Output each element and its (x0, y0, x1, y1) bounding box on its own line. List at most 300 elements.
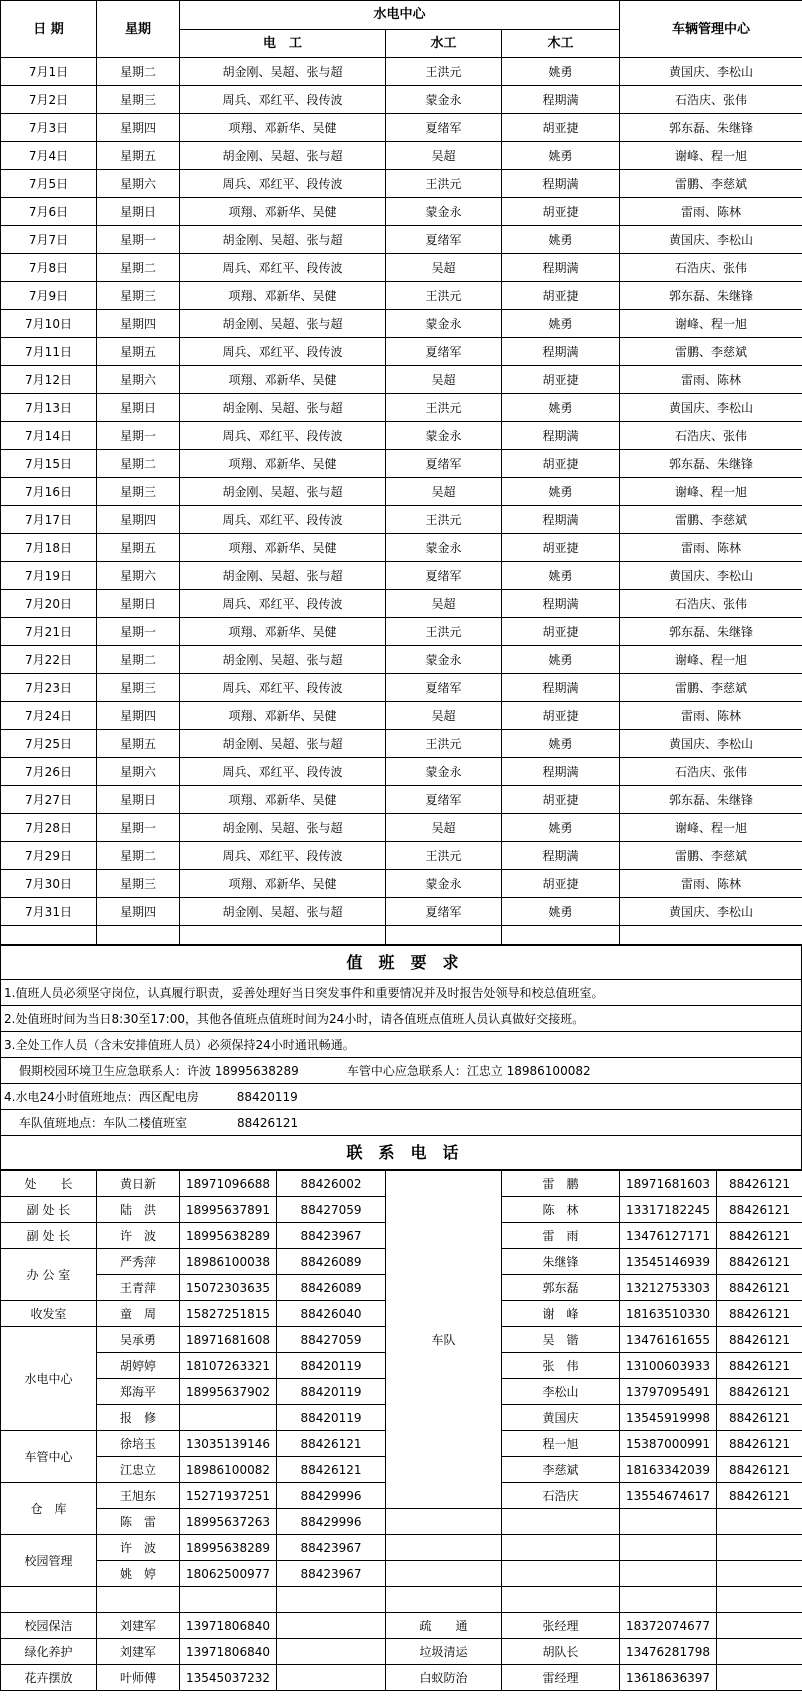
contact-phone-cell: 88420119 (277, 1405, 386, 1431)
fleet-mobile-cell: 13797095491 (620, 1379, 717, 1405)
electrician-cell: 项翔、邓新华、吴健 (180, 366, 386, 394)
contact-mobile-cell (180, 1405, 277, 1431)
duty-row (1, 590, 802, 618)
vehicle-duty-cell: 黄国庆、李松山 (620, 562, 802, 590)
department-cell: 车管中心 (1, 1431, 97, 1483)
blank-cell (717, 1587, 802, 1613)
contact-mobile-cell: 18107263321 (180, 1353, 277, 1379)
requirement-item: 2.处值班时间为当日8:30至17:00，其他各值班点值班时间为24小时，请各值班点值班人员认真做好交接班。 (1, 1006, 802, 1032)
service-name-cell: 叶师傅 (97, 1665, 180, 1691)
vehicle-duty-cell: 谢峰、程一旭 (620, 646, 802, 674)
fleet-mobile-cell: 13212753303 (620, 1275, 717, 1301)
plumber-cell: 蒙金永 (386, 758, 502, 786)
duty-row (1, 114, 802, 142)
date-cell: 7月27日 (1, 786, 97, 814)
service-contact-mobile-cell: 13618636397 (620, 1665, 717, 1691)
vehicle-duty-cell: 雷雨、陈林 (620, 534, 802, 562)
blank-cell (386, 1535, 502, 1561)
fleet-mobile-cell: 13476127171 (620, 1223, 717, 1249)
electrician-cell: 周兵、邓红平、段传波 (180, 590, 386, 618)
contact-name-cell: 陆 洪 (97, 1197, 180, 1223)
carpenter-cell: 姚勇 (502, 58, 620, 86)
duty-row (1, 506, 802, 534)
carpenter-cell: 胡亚捷 (502, 786, 620, 814)
contact-phone-cell: 88420119 (277, 1353, 386, 1379)
weekday-cell: 星期一 (97, 814, 180, 842)
duty-row (1, 58, 802, 86)
contact-phone-cell: 88426089 (277, 1249, 386, 1275)
department-cell: 副 处 长 (1, 1223, 97, 1249)
date-cell: 7月3日 (1, 114, 97, 142)
weekday-cell: 星期三 (97, 478, 180, 506)
vehicle-duty-cell: 黄国庆、李松山 (620, 898, 802, 926)
duty-row (1, 702, 802, 730)
date-cell: 7月2日 (1, 86, 97, 114)
duty-row (1, 254, 802, 282)
blank-cell (502, 1535, 620, 1561)
blank-cell (717, 1613, 802, 1639)
electrician-cell: 胡金刚、吴超、张与超 (180, 730, 386, 758)
carpenter-cell: 程期满 (502, 758, 620, 786)
requirements-title: 值 班 要 求 (1, 946, 802, 980)
blank-cell (386, 926, 502, 945)
fleet-name-cell: 陈 林 (502, 1197, 620, 1223)
electrician-cell: 胡金刚、吴超、张与超 (180, 898, 386, 926)
blank-cell (277, 1613, 386, 1639)
weekday-cell: 星期四 (97, 310, 180, 338)
electrician-header: 电 工 (180, 29, 386, 58)
utility-center-header: 水电中心 (180, 1, 620, 30)
fleet-name-cell: 张 伟 (502, 1353, 620, 1379)
fleet-mobile-cell: 13317182245 (620, 1197, 717, 1223)
contact-name-cell: 黄日新 (97, 1171, 180, 1197)
contact-name-cell: 吴承勇 (97, 1327, 180, 1353)
fleet-name-cell: 郭东磊 (502, 1275, 620, 1301)
blank-cell (620, 1535, 717, 1561)
plumber-cell: 王洪元 (386, 58, 502, 86)
date-cell: 7月17日 (1, 506, 97, 534)
fleet-phone-cell: 88426121 (717, 1249, 802, 1275)
electrician-cell: 胡金刚、吴超、张与超 (180, 142, 386, 170)
vehicle-duty-cell: 黄国庆、李松山 (620, 394, 802, 422)
contact-name-cell: 郑海平 (97, 1379, 180, 1405)
fleet-phone-cell: 88426121 (717, 1301, 802, 1327)
blank-cell (180, 1587, 277, 1613)
duty-row (1, 842, 802, 870)
weekday-cell: 星期二 (97, 254, 180, 282)
blank-cell (717, 1509, 802, 1535)
weekday-cell: 星期六 (97, 366, 180, 394)
plumber-cell: 蒙金永 (386, 534, 502, 562)
duty-row (1, 282, 802, 310)
blank-cell (502, 1509, 620, 1535)
vehicle-duty-cell: 雷鹏、李慈斌 (620, 338, 802, 366)
vehicle-duty-cell: 雷雨、陈林 (620, 870, 802, 898)
contact-phone-cell: 88426040 (277, 1301, 386, 1327)
weekday-cell: 星期六 (97, 758, 180, 786)
vehicle-duty-cell: 石浩庆、张伟 (620, 422, 802, 450)
plumber-cell: 王洪元 (386, 618, 502, 646)
fleet-mobile-cell: 13476161655 (620, 1327, 717, 1353)
contact-mobile-cell: 15827251815 (180, 1301, 277, 1327)
carpenter-cell: 胡亚捷 (502, 282, 620, 310)
service-type-cell: 垃圾清运 (386, 1639, 502, 1665)
electrician-cell: 项翔、邓新华、吴健 (180, 702, 386, 730)
duty-row (1, 394, 802, 422)
weekday-cell: 星期四 (97, 114, 180, 142)
carpenter-cell: 程期满 (502, 506, 620, 534)
plumber-cell: 夏绪军 (386, 114, 502, 142)
fleet-name-cell: 吴 锴 (502, 1327, 620, 1353)
blank-cell (502, 1561, 620, 1587)
date-cell: 7月30日 (1, 870, 97, 898)
duty-row (1, 758, 802, 786)
date-cell: 7月20日 (1, 590, 97, 618)
weekday-cell: 星期日 (97, 590, 180, 618)
plumber-cell: 蒙金永 (386, 646, 502, 674)
contact-phone-cell: 88429996 (277, 1483, 386, 1509)
weekday-cell: 星期四 (97, 898, 180, 926)
fleet-location-phone: 88426121 (237, 1115, 299, 1130)
vehicle-duty-cell: 谢峰、程一旭 (620, 478, 802, 506)
contacts-title: 联 系 电 话 (1, 1136, 802, 1170)
electrician-cell: 周兵、邓红平、段传波 (180, 254, 386, 282)
blank-cell (277, 1639, 386, 1665)
service-row (1, 1613, 802, 1639)
duty-row (1, 198, 802, 226)
duty-row (1, 898, 802, 926)
fleet-name-cell: 程一旭 (502, 1431, 620, 1457)
duty-row (1, 618, 802, 646)
carpenter-cell: 胡亚捷 (502, 366, 620, 394)
carpenter-cell: 程期满 (502, 254, 620, 282)
duty-row (1, 338, 802, 366)
blank-cell (277, 1665, 386, 1691)
weekday-cell: 星期一 (97, 226, 180, 254)
carpenter-cell: 姚勇 (502, 814, 620, 842)
contact-mobile-cell: 18995637891 (180, 1197, 277, 1223)
date-cell: 7月1日 (1, 58, 97, 86)
weekday-cell: 星期五 (97, 730, 180, 758)
date-cell: 7月13日 (1, 394, 97, 422)
requirement-item: 1.值班人员必须坚守岗位，认真履行职责，妥善处理好当日突发事件和重要情况并及时报告处领导和校总值班室。 (1, 980, 802, 1006)
blank-cell (717, 1639, 802, 1665)
fleet-label-cell: 车队 (386, 1171, 502, 1509)
service-contact-cell: 雷经理 (502, 1665, 620, 1691)
blank-cell (1, 1587, 97, 1613)
blank-cell (97, 926, 180, 945)
carpenter-cell: 姚勇 (502, 730, 620, 758)
fleet-name-cell: 雷 雨 (502, 1223, 620, 1249)
department-cell: 水电中心 (1, 1327, 97, 1431)
carpenter-cell: 胡亚捷 (502, 702, 620, 730)
duty-row (1, 674, 802, 702)
date-cell: 7月10日 (1, 310, 97, 338)
date-cell: 7月11日 (1, 338, 97, 366)
carpenter-cell: 程期满 (502, 338, 620, 366)
contact-phone-cell: 88423967 (277, 1223, 386, 1249)
fleet-name-cell: 朱继锋 (502, 1249, 620, 1275)
contact-mobile-cell: 18062500977 (180, 1561, 277, 1587)
date-cell: 7月16日 (1, 478, 97, 506)
blank-cell (277, 1587, 386, 1613)
fleet-mobile-cell: 18163342039 (620, 1457, 717, 1483)
fleet-phone-cell: 88426121 (717, 1197, 802, 1223)
fleet-name-cell: 李慈斌 (502, 1457, 620, 1483)
service-dept-cell: 绿化养护 (1, 1639, 97, 1665)
weekday-cell: 星期日 (97, 394, 180, 422)
fleet-name-cell: 李松山 (502, 1379, 620, 1405)
duty-row (1, 366, 802, 394)
service-contact-cell: 张经理 (502, 1613, 620, 1639)
department-cell: 办 公 室 (1, 1249, 97, 1301)
plumber-cell: 夏绪军 (386, 450, 502, 478)
plumber-cell: 吴超 (386, 814, 502, 842)
carpenter-cell: 姚勇 (502, 394, 620, 422)
plumber-cell: 王洪元 (386, 842, 502, 870)
vehicle-duty-cell: 雷鹏、李慈斌 (620, 842, 802, 870)
vehicle-duty-cell: 黄国庆、李松山 (620, 58, 802, 86)
weekday-cell: 星期五 (97, 534, 180, 562)
contact-name-cell: 许 波 (97, 1535, 180, 1561)
vehicle-duty-cell: 雷鹏、李慈斌 (620, 674, 802, 702)
fleet-location-text: 车队值班地点：车队二楼值班室 (19, 1115, 188, 1130)
service-type-cell: 疏 通 (386, 1613, 502, 1639)
vehicle-duty-cell: 石浩庆、张伟 (620, 86, 802, 114)
plumber-cell: 吴超 (386, 142, 502, 170)
contact-phone-cell: 88427059 (277, 1197, 386, 1223)
date-cell: 7月6日 (1, 198, 97, 226)
date-cell: 7月31日 (1, 898, 97, 926)
date-cell: 7月19日 (1, 562, 97, 590)
date-cell: 7月14日 (1, 422, 97, 450)
date-cell: 7月24日 (1, 702, 97, 730)
service-dept-cell: 花卉摆放 (1, 1665, 97, 1691)
carpenter-cell: 胡亚捷 (502, 114, 620, 142)
fleet-phone-cell: 88426121 (717, 1483, 802, 1509)
date-cell: 7月4日 (1, 142, 97, 170)
service-name-cell: 刘建军 (97, 1613, 180, 1639)
blank-cell (386, 1509, 502, 1535)
duty-row (1, 534, 802, 562)
contact-mobile-cell: 15271937251 (180, 1483, 277, 1509)
contact-name-cell: 姚 婷 (97, 1561, 180, 1587)
weekday-cell: 星期六 (97, 170, 180, 198)
fleet-phone-cell: 88426121 (717, 1457, 802, 1483)
plumber-cell: 夏绪军 (386, 674, 502, 702)
service-contact-mobile-cell: 18372074677 (620, 1613, 717, 1639)
electrician-cell: 周兵、邓红平、段传波 (180, 506, 386, 534)
contact-table (0, 1170, 802, 1691)
contact-name-cell: 陈 雷 (97, 1509, 180, 1535)
plumber-cell: 夏绪军 (386, 226, 502, 254)
electrician-cell: 周兵、邓红平、段传波 (180, 842, 386, 870)
fleet-phone-cell: 88426121 (717, 1405, 802, 1431)
plumber-cell: 蒙金永 (386, 198, 502, 226)
duty-row (1, 562, 802, 590)
utility-location-text: 4.水电24小时值班地点：西区配电房 (4, 1089, 199, 1104)
contact-rows (1, 1171, 802, 1691)
carpenter-cell: 程期满 (502, 422, 620, 450)
carpenter-cell: 程期满 (502, 170, 620, 198)
plumber-cell: 蒙金永 (386, 86, 502, 114)
electrician-cell: 项翔、邓新华、吴健 (180, 282, 386, 310)
duty-row (1, 786, 802, 814)
carpenter-cell: 程期满 (502, 86, 620, 114)
contact-phone-cell: 88423967 (277, 1561, 386, 1587)
electrician-cell: 项翔、邓新华、吴健 (180, 870, 386, 898)
vehicle-duty-cell: 雷鹏、李慈斌 (620, 506, 802, 534)
contact-name-cell: 徐培玉 (97, 1431, 180, 1457)
carpenter-cell: 程期满 (502, 674, 620, 702)
electrician-cell: 周兵、邓红平、段传波 (180, 674, 386, 702)
date-cell: 7月29日 (1, 842, 97, 870)
contact-phone-cell: 88426121 (277, 1457, 386, 1483)
carpenter-cell: 胡亚捷 (502, 198, 620, 226)
contact-mobile-cell: 18971096688 (180, 1171, 277, 1197)
plumber-cell: 吴超 (386, 590, 502, 618)
date-cell: 7月8日 (1, 254, 97, 282)
fleet-phone-cell: 88426121 (717, 1327, 802, 1353)
duty-row (1, 170, 802, 198)
contact-name-cell: 王旭东 (97, 1483, 180, 1509)
fleet-phone-cell: 88426121 (717, 1379, 802, 1405)
electrician-cell: 胡金刚、吴超、张与超 (180, 394, 386, 422)
vehicle-duty-cell: 雷雨、陈林 (620, 366, 802, 394)
electrician-cell: 胡金刚、吴超、张与超 (180, 310, 386, 338)
weekday-cell: 星期二 (97, 58, 180, 86)
weekday-cell: 星期三 (97, 674, 180, 702)
plumber-cell: 吴超 (386, 702, 502, 730)
service-mobile-cell: 13971806840 (180, 1613, 277, 1639)
contact-phone-cell: 88426002 (277, 1171, 386, 1197)
carpenter-header: 木工 (502, 29, 620, 58)
fleet-name-cell: 谢 峰 (502, 1301, 620, 1327)
duty-row (1, 226, 802, 254)
blank-cell (620, 926, 802, 945)
blank-cell (717, 1665, 802, 1691)
contact-name-cell: 严秀萍 (97, 1249, 180, 1275)
department-cell: 处 长 (1, 1171, 97, 1197)
plumber-cell: 吴超 (386, 478, 502, 506)
date-cell: 7月26日 (1, 758, 97, 786)
department-cell: 收发室 (1, 1301, 97, 1327)
fleet-mobile-cell: 15387000991 (620, 1431, 717, 1457)
electrician-cell: 周兵、邓红平、段传波 (180, 170, 386, 198)
date-cell: 7月25日 (1, 730, 97, 758)
contact-mobile-cell: 18995637263 (180, 1509, 277, 1535)
blank-cell (502, 926, 620, 945)
electrician-cell: 胡金刚、吴超、张与超 (180, 226, 386, 254)
electrician-cell: 项翔、邓新华、吴健 (180, 786, 386, 814)
service-name-cell: 刘建军 (97, 1639, 180, 1665)
weekday-cell: 星期日 (97, 786, 180, 814)
contact-phone-cell: 88423967 (277, 1535, 386, 1561)
plumber-cell: 夏绪军 (386, 786, 502, 814)
fleet-mobile-cell: 13100603933 (620, 1353, 717, 1379)
date-cell: 7月15日 (1, 450, 97, 478)
weekday-cell: 星期四 (97, 702, 180, 730)
weekday-cell: 星期四 (97, 506, 180, 534)
weekday-cell: 星期日 (97, 198, 180, 226)
service-row (1, 1665, 802, 1691)
duty-row (1, 142, 802, 170)
vehicle-duty-cell: 石浩庆、张伟 (620, 590, 802, 618)
plumber-cell: 蒙金永 (386, 422, 502, 450)
blank-cell (620, 1587, 717, 1613)
vehicle-duty-cell: 郭东磊、朱继锋 (620, 786, 802, 814)
weekday-cell: 星期三 (97, 86, 180, 114)
blank-cell (502, 1587, 620, 1613)
electrician-cell: 项翔、邓新华、吴健 (180, 198, 386, 226)
vehicle-duty-cell: 雷雨、陈林 (620, 702, 802, 730)
date-cell: 7月12日 (1, 366, 97, 394)
date-header: 日 期 (1, 1, 97, 58)
carpenter-cell: 程期满 (502, 842, 620, 870)
plumber-cell: 王洪元 (386, 170, 502, 198)
fleet-name-cell: 黄国庆 (502, 1405, 620, 1431)
contact-row (1, 1509, 802, 1535)
service-mobile-cell: 13545037232 (180, 1665, 277, 1691)
blank-cell (386, 1561, 502, 1587)
plumber-cell: 王洪元 (386, 506, 502, 534)
vehicle-duty-cell: 郭东磊、朱继锋 (620, 450, 802, 478)
electrician-cell: 项翔、邓新华、吴健 (180, 534, 386, 562)
blank-cell (717, 1561, 802, 1587)
date-cell: 7月18日 (1, 534, 97, 562)
duty-rows (1, 58, 802, 926)
duty-row (1, 814, 802, 842)
service-row (1, 1639, 802, 1665)
emergency-contacts (1, 1058, 802, 1084)
vehicle-duty-cell: 黄国庆、李松山 (620, 226, 802, 254)
service-contact-cell: 胡队长 (502, 1639, 620, 1665)
duty-row (1, 646, 802, 674)
carpenter-cell: 姚勇 (502, 562, 620, 590)
electrician-cell: 项翔、邓新华、吴健 (180, 114, 386, 142)
vehicle-duty-cell: 谢峰、程一旭 (620, 814, 802, 842)
contact-phone-cell: 88426121 (277, 1431, 386, 1457)
contact-mobile-cell: 18995638289 (180, 1535, 277, 1561)
carpenter-cell: 姚勇 (502, 310, 620, 338)
blank-cell (180, 926, 386, 945)
vehicle-duty-cell: 郭东磊、朱继锋 (620, 618, 802, 646)
plumber-cell: 吴超 (386, 254, 502, 282)
requirement-item: 3.全处工作人员（含未安排值班人员）必须保持24小时通讯畅通。 (1, 1032, 802, 1058)
plumber-cell: 吴超 (386, 366, 502, 394)
contact-phone-cell: 88426089 (277, 1275, 386, 1301)
contact-name-cell: 报 修 (97, 1405, 180, 1431)
contact-row (1, 1561, 802, 1587)
blank-cell (1, 926, 97, 945)
carpenter-cell: 程期满 (502, 590, 620, 618)
electrician-cell: 周兵、邓红平、段传波 (180, 86, 386, 114)
contact-name-cell: 王青萍 (97, 1275, 180, 1301)
fleet-name-cell: 雷 鹏 (502, 1171, 620, 1197)
fleet-phone-cell: 88426121 (717, 1171, 802, 1197)
vehicle-duty-cell: 石浩庆、张伟 (620, 254, 802, 282)
weekday-header: 星期 (97, 1, 180, 58)
electrician-cell: 项翔、邓新华、吴健 (180, 450, 386, 478)
blank-cell (97, 1587, 180, 1613)
vehicle-emergency-contact: 车管中心应急联系人：江忠立 18986100082 (346, 1063, 591, 1078)
plumber-cell: 蒙金永 (386, 310, 502, 338)
date-cell: 7月22日 (1, 646, 97, 674)
carpenter-cell: 胡亚捷 (502, 534, 620, 562)
duty-row (1, 730, 802, 758)
weekday-cell: 星期二 (97, 842, 180, 870)
utility-duty-location (1, 1084, 802, 1110)
